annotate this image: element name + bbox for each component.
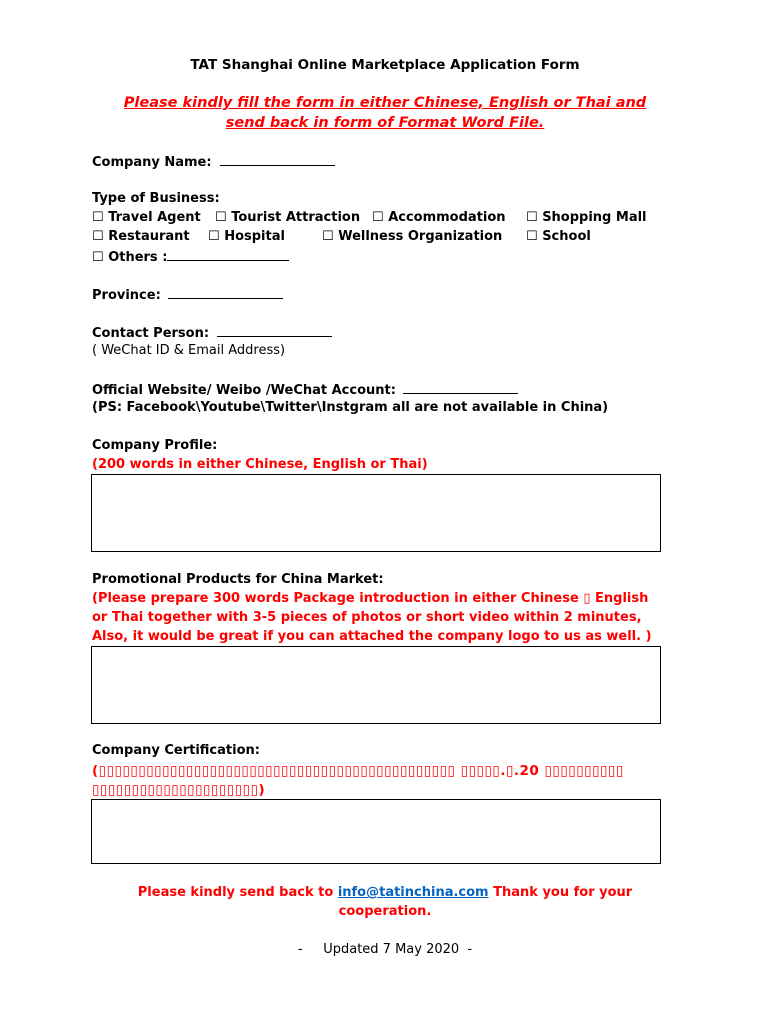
option-tourist-attraction[interactable] (215, 210, 360, 225)
website-note: (PS: Facebook\Youtube\Twitter\Instgram all are not available in China) (92, 400, 609, 415)
option-label: Wellness Organization (338, 229, 503, 244)
option-label: Hospital (224, 229, 285, 244)
company-profile-note: (200 words in either Chinese, English or Thai) (92, 457, 428, 472)
checkbox-icon[interactable]: ☐ (322, 229, 334, 244)
option-label: Accommodation (388, 210, 506, 225)
option-hospital[interactable] (208, 229, 285, 244)
option-accommodation[interactable] (372, 210, 506, 225)
option-travel-agent[interactable] (92, 210, 201, 225)
website-row (92, 381, 518, 398)
option-shopping-mall[interactable] (526, 210, 647, 225)
option-wellness-organization[interactable] (322, 229, 502, 244)
instruction-line-2: send back in form of Format Word File. (225, 115, 545, 131)
certification-note-1: (▯▯▯▯▯▯▯▯▯▯▯▯▯▯▯▯▯▯▯▯▯▯▯▯▯▯▯▯▯▯▯▯▯▯▯▯▯▯▯▯▯▯▯▯▯ ▯▯▯▯▯.▯.20 ▯▯▯▯▯▯▯▯▯▯ (92, 763, 624, 779)
province-label: Province: (92, 288, 161, 303)
option-label: School (542, 229, 591, 244)
promotional-note-3: Also, it would be great if you can attached the company logo to us as well. ) (92, 629, 652, 644)
footer-prefix: Please kindly send back to (137, 885, 338, 900)
company-profile-box[interactable] (91, 474, 661, 552)
promotional-note-1: (Please prepare 300 words Package introduction in either Chinese ▯ English (92, 591, 649, 606)
footer-suffix: Thank you for your (488, 885, 633, 900)
company-name-blank[interactable] (220, 153, 335, 166)
website-label: Official Website/ Weibo /WeChat Account: (92, 383, 396, 398)
updated-date: - Updated 7 May 2020 - (297, 942, 473, 957)
option-others[interactable] (92, 248, 289, 265)
contact-person-blank[interactable] (217, 324, 332, 337)
option-label: Shopping Mall (542, 210, 647, 225)
option-label: Others : (108, 250, 168, 265)
company-profile-label: Company Profile: (92, 438, 218, 453)
checkbox-icon[interactable]: ☐ (215, 210, 227, 225)
checkbox-icon[interactable]: ☐ (372, 210, 384, 225)
company-name-row (92, 153, 335, 170)
footer-line-1 (0, 885, 770, 900)
checkbox-icon[interactable]: ☐ (526, 210, 538, 225)
email-link[interactable]: info@tatinchina.com (337, 885, 489, 900)
promotional-note-2: or Thai together with 3-5 pieces of photos or short video within 2 minutes, (92, 610, 642, 625)
checkbox-icon[interactable]: ☐ (208, 229, 220, 244)
checkbox-icon[interactable]: ☐ (92, 229, 104, 244)
option-label: Travel Agent (108, 210, 201, 225)
website-blank[interactable] (403, 381, 518, 394)
province-blank[interactable] (168, 286, 283, 299)
company-name-label: Company Name: (92, 155, 212, 170)
checkbox-icon[interactable]: ☐ (526, 229, 538, 244)
form-title: TAT Shanghai Online Marketplace Application Form (190, 57, 580, 73)
contact-person-label: Contact Person: (92, 326, 210, 341)
province-row (92, 286, 283, 303)
checkbox-icon[interactable]: ☐ (92, 250, 104, 265)
footer-line-2: cooperation. (338, 904, 432, 919)
promotional-label: Promotional Products for China Market: (92, 572, 384, 587)
checkbox-icon[interactable]: ☐ (92, 210, 104, 225)
certification-note-2: ▯▯▯▯▯▯▯▯▯▯▯▯▯▯▯▯▯▯▯▯▯) (92, 782, 266, 798)
option-school[interactable] (526, 229, 591, 244)
type-of-business-label: Type of Business: (92, 191, 220, 206)
certification-box[interactable] (91, 799, 661, 864)
promotional-box[interactable] (91, 646, 661, 724)
option-label: Restaurant (108, 229, 190, 244)
option-restaurant[interactable] (92, 229, 190, 244)
others-blank[interactable] (167, 248, 289, 261)
instruction-line-1: Please kindly fill the form in either Chinese, English or Thai and (123, 95, 647, 111)
contact-note: ( WeChat ID & Email Address) (92, 343, 286, 358)
certification-label: Company Certification: (92, 743, 260, 758)
contact-person-row (92, 324, 332, 341)
option-label: Tourist Attraction (231, 210, 361, 225)
